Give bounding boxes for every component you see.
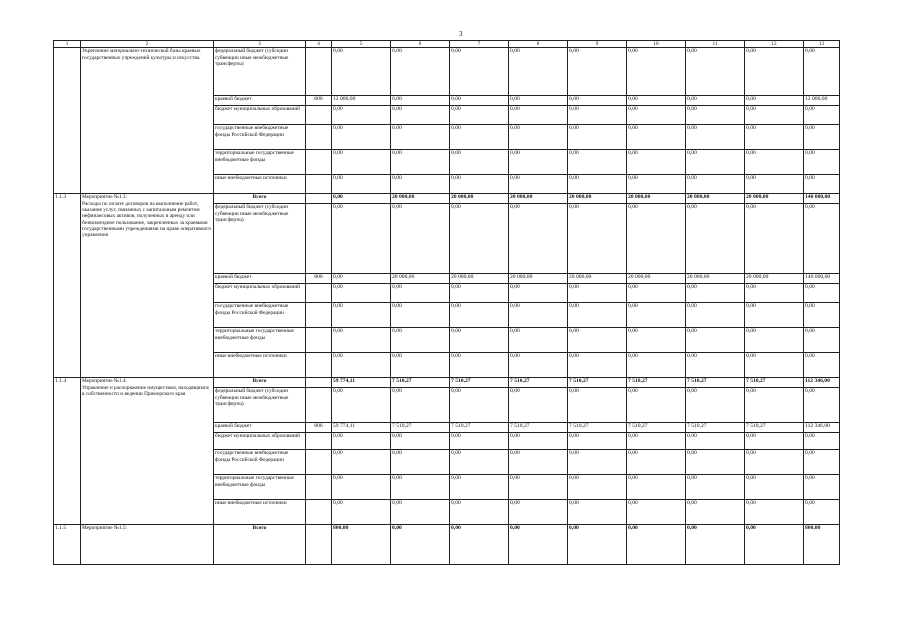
column-header: 2 bbox=[81, 41, 214, 48]
amount-cell: 0,00 bbox=[804, 433, 840, 450]
section-title: Мероприятие №1.4: bbox=[82, 378, 128, 385]
amount-cell: 0,00 bbox=[745, 175, 804, 194]
total-value: 20 000,00 bbox=[450, 194, 509, 204]
amount-cell: 0,00 bbox=[391, 96, 450, 106]
amount-cell: 0,00 bbox=[450, 125, 509, 150]
amount-cell: 0,00 bbox=[627, 48, 686, 96]
amount-cell: 0,00 bbox=[391, 175, 450, 194]
section-detail: Управление и распоряжение имуществом, находящимся в собственности и ведении Приморского края bbox=[82, 384, 209, 397]
total-value: 20 000,00 bbox=[391, 194, 450, 204]
amount-cell: 0,00 bbox=[509, 500, 568, 525]
amount-cell: 0,00 bbox=[568, 303, 627, 328]
budget-table bbox=[53, 40, 840, 565]
amount-cell: 0,00 bbox=[627, 125, 686, 150]
amount-cell: 0,00 bbox=[391, 450, 450, 475]
amount-cell: 0,00 bbox=[509, 388, 568, 423]
amount-cell: 0,00 bbox=[745, 500, 804, 525]
amount-cell: 0,00 bbox=[686, 433, 745, 450]
amount-cell: 0,00 bbox=[332, 175, 391, 194]
amount-cell: 0,00 bbox=[391, 328, 450, 353]
amount-cell: 0,00 bbox=[391, 303, 450, 328]
funding-source: бюджет муниципальных образований bbox=[214, 284, 306, 303]
amount-cell: 0,00 bbox=[391, 475, 450, 500]
column-header: 1 bbox=[54, 41, 81, 48]
total-value: 0,00 bbox=[686, 525, 745, 565]
amount-cell: 0,00 bbox=[745, 125, 804, 150]
column-header: 12 bbox=[745, 41, 804, 48]
amount-cell: 0,00 bbox=[627, 353, 686, 378]
amount-cell: 0,00 bbox=[568, 475, 627, 500]
funding-source: иные внебюджетные источники bbox=[214, 353, 306, 378]
amount-cell: 0,00 bbox=[332, 388, 391, 423]
section-description bbox=[81, 194, 214, 378]
amount-cell: 0,00 bbox=[804, 284, 840, 303]
amount-cell: 0,00 bbox=[804, 175, 840, 194]
budget-code: 806 bbox=[306, 274, 332, 284]
amount-cell: 0,00 bbox=[509, 48, 568, 96]
column-header: 4 bbox=[306, 41, 332, 48]
funding-source: государственные внебюджетные фонды Российской Федерации bbox=[214, 303, 306, 328]
column-header: 10 bbox=[627, 41, 686, 48]
amount-cell: 0,00 bbox=[332, 303, 391, 328]
amount-cell: 0,00 bbox=[627, 388, 686, 423]
amount-cell: 112 346,00 bbox=[804, 423, 840, 433]
amount-cell: 0,00 bbox=[568, 204, 627, 274]
amount-cell: 0,00 bbox=[745, 150, 804, 175]
section-total-row bbox=[54, 194, 840, 204]
amount-cell: 0,00 bbox=[745, 388, 804, 423]
amount-cell: 20 000,00 bbox=[509, 274, 568, 284]
funding-source: иные внебюджетные источники bbox=[214, 175, 306, 194]
budget-code bbox=[306, 125, 332, 150]
budget-code bbox=[306, 388, 332, 423]
total-value: 7 510,27 bbox=[509, 378, 568, 388]
section-detail: Расходы по оплате договоров на выполнение работ, оказание услуг, связанных с капитальным ремонтом нефинансовых активов, полученных в аренду или безвозмездное пользование, закрепленных за краевыми государственными учреждениями на праве оперативного управления bbox=[82, 200, 211, 239]
funding-source: государственные внебюджетные фонды Российской Федерации bbox=[214, 450, 306, 475]
amount-cell: 0,00 bbox=[509, 125, 568, 150]
amount-cell: 0,00 bbox=[568, 328, 627, 353]
amount-cell: 0,00 bbox=[686, 125, 745, 150]
funding-source: федеральный бюджет (субсидии субвенции иные межбюджетные трансферты) bbox=[214, 48, 306, 96]
amount-cell: 0,00 bbox=[568, 125, 627, 150]
total-value: 112 346,00 bbox=[804, 378, 840, 388]
amount-cell: 0,00 bbox=[332, 125, 391, 150]
section-description bbox=[81, 48, 214, 194]
budget-code bbox=[306, 303, 332, 328]
amount-cell: 0,00 bbox=[450, 388, 509, 423]
total-value: 0,00 bbox=[332, 194, 391, 204]
amount-cell: 0,00 bbox=[745, 96, 804, 106]
amount-cell: 0,00 bbox=[450, 475, 509, 500]
amount-cell: 20 000,00 bbox=[745, 274, 804, 284]
amount-cell: 0,00 bbox=[804, 450, 840, 475]
amount-cell: 0,00 bbox=[450, 353, 509, 378]
section-title: Укрепление материально-технической базы краевых государственных учреждений культуры и искусства. bbox=[82, 48, 201, 61]
amount-cell: 59 774,11 bbox=[332, 423, 391, 433]
amount-cell: 0,00 bbox=[332, 433, 391, 450]
amount-cell: 0,00 bbox=[391, 353, 450, 378]
amount-cell: 0,00 bbox=[627, 204, 686, 274]
amount-cell: 0,00 bbox=[391, 48, 450, 96]
total-value: 7 510,27 bbox=[627, 378, 686, 388]
amount-cell: 0,00 bbox=[745, 204, 804, 274]
total-value: 20 000,00 bbox=[627, 194, 686, 204]
amount-cell: 0,00 bbox=[804, 328, 840, 353]
column-header: 13 bbox=[804, 41, 840, 48]
amount-cell: 0,00 bbox=[568, 106, 627, 125]
total-value: 800,00 bbox=[804, 525, 840, 565]
column-header-row bbox=[54, 41, 840, 48]
amount-cell: 0,00 bbox=[745, 303, 804, 328]
amount-cell: 0,00 bbox=[450, 284, 509, 303]
amount-cell: 0,00 bbox=[568, 433, 627, 450]
column-header: 9 bbox=[568, 41, 627, 48]
amount-cell: 0,00 bbox=[686, 175, 745, 194]
amount-cell: 7 510,27 bbox=[450, 423, 509, 433]
budget-code bbox=[306, 284, 332, 303]
total-value: 20 000,00 bbox=[686, 194, 745, 204]
amount-cell: 0,00 bbox=[332, 204, 391, 274]
amount-cell: 0,00 bbox=[568, 48, 627, 96]
total-value: 0,00 bbox=[450, 525, 509, 565]
total-value: 7 510,27 bbox=[450, 378, 509, 388]
budget-code bbox=[306, 106, 332, 125]
amount-cell: 0,00 bbox=[745, 475, 804, 500]
amount-cell: 0,00 bbox=[450, 303, 509, 328]
amount-cell: 0,00 bbox=[450, 96, 509, 106]
amount-cell: 0,00 bbox=[509, 284, 568, 303]
amount-cell: 0,00 bbox=[391, 204, 450, 274]
amount-cell: 7 510,27 bbox=[509, 423, 568, 433]
amount-cell: 0,00 bbox=[627, 303, 686, 328]
amount-cell: 0,00 bbox=[509, 303, 568, 328]
section-total-row bbox=[54, 525, 840, 565]
total-label: Всего bbox=[214, 194, 306, 204]
amount-cell: 0,00 bbox=[509, 353, 568, 378]
amount-cell: 0,00 bbox=[627, 500, 686, 525]
amount-cell: 0,00 bbox=[391, 433, 450, 450]
amount-cell: 0,00 bbox=[627, 150, 686, 175]
amount-cell: 0,00 bbox=[450, 48, 509, 96]
total-value: 20 000,00 bbox=[509, 194, 568, 204]
amount-cell: 7 510,27 bbox=[627, 423, 686, 433]
amount-cell: 7 510,27 bbox=[686, 423, 745, 433]
amount-cell: 0,00 bbox=[332, 274, 391, 284]
amount-cell: 0,00 bbox=[804, 500, 840, 525]
section-total-row bbox=[54, 378, 840, 388]
total-value: 0,00 bbox=[509, 525, 568, 565]
amount-cell: 0,00 bbox=[450, 150, 509, 175]
amount-cell: 0,00 bbox=[332, 328, 391, 353]
amount-cell: 0,00 bbox=[450, 500, 509, 525]
amount-cell: 0,00 bbox=[686, 150, 745, 175]
total-value: 20 000,00 bbox=[568, 194, 627, 204]
amount-cell: 0,00 bbox=[450, 175, 509, 194]
column-header: 6 bbox=[391, 41, 450, 48]
section-number: 1.1.5 bbox=[54, 525, 81, 565]
budget-code bbox=[306, 450, 332, 475]
amount-cell: 0,00 bbox=[391, 125, 450, 150]
amount-cell: 0,00 bbox=[568, 175, 627, 194]
amount-cell: 0,00 bbox=[568, 388, 627, 423]
amount-cell: 0,00 bbox=[332, 150, 391, 175]
amount-cell: 7 510,27 bbox=[568, 423, 627, 433]
amount-cell: 0,00 bbox=[509, 433, 568, 450]
funding-source: краевой бюджет bbox=[214, 274, 306, 284]
budget-code bbox=[306, 475, 332, 500]
amount-cell: 20 000,00 bbox=[627, 274, 686, 284]
section-description bbox=[81, 525, 214, 565]
budget-code bbox=[306, 48, 332, 96]
amount-cell: 0,00 bbox=[568, 353, 627, 378]
section-number: 1.1.3 bbox=[54, 194, 81, 378]
amount-cell: 0,00 bbox=[745, 433, 804, 450]
amount-cell: 0,00 bbox=[568, 450, 627, 475]
amount-cell: 0,00 bbox=[627, 106, 686, 125]
amount-cell: 0,00 bbox=[332, 106, 391, 125]
amount-cell: 0,00 bbox=[627, 475, 686, 500]
amount-cell: 0,00 bbox=[686, 48, 745, 96]
funding-source: бюджет муниципальных образований bbox=[214, 106, 306, 125]
total-value: 7 510,27 bbox=[568, 378, 627, 388]
amount-cell: 0,00 bbox=[686, 204, 745, 274]
amount-cell: 0,00 bbox=[509, 328, 568, 353]
amount-cell: 140 000,00 bbox=[804, 274, 840, 284]
total-value: 0,00 bbox=[568, 525, 627, 565]
amount-cell: 0,00 bbox=[568, 96, 627, 106]
amount-cell: 0,00 bbox=[509, 150, 568, 175]
budget-code bbox=[306, 433, 332, 450]
budget-code: 806 bbox=[306, 96, 332, 106]
budget-code bbox=[306, 328, 332, 353]
amount-cell: 12 000,00 bbox=[332, 96, 391, 106]
column-header: 11 bbox=[686, 41, 745, 48]
amount-cell: 0,00 bbox=[686, 303, 745, 328]
amount-cell: 0,00 bbox=[568, 500, 627, 525]
funding-source: территориальные государственные внебюджетные фонды bbox=[214, 328, 306, 353]
column-header: 3 bbox=[214, 41, 306, 48]
amount-cell: 0,00 bbox=[332, 353, 391, 378]
amount-cell: 0,00 bbox=[627, 450, 686, 475]
total-label: Всего bbox=[214, 525, 306, 565]
amount-cell: 20 000,00 bbox=[686, 274, 745, 284]
budget-code bbox=[306, 353, 332, 378]
column-header: 5 bbox=[332, 41, 391, 48]
total-value: 0,00 bbox=[745, 525, 804, 565]
amount-cell: 0,00 bbox=[686, 96, 745, 106]
amount-cell: 20 000,00 bbox=[450, 274, 509, 284]
funding-source: краевой бюджет bbox=[214, 423, 306, 433]
section-title: Мероприятие №1.3: bbox=[82, 194, 128, 201]
amount-cell: 0,00 bbox=[627, 433, 686, 450]
amount-cell: 0,00 bbox=[450, 328, 509, 353]
funding-source: иные внебюджетные источники bbox=[214, 500, 306, 525]
budget-code: 806 bbox=[306, 423, 332, 433]
budget-code bbox=[306, 525, 332, 565]
budget-code bbox=[306, 175, 332, 194]
amount-cell: 0,00 bbox=[568, 284, 627, 303]
total-value: 0,00 bbox=[391, 525, 450, 565]
budget-code bbox=[306, 204, 332, 274]
amount-cell: 0,00 bbox=[804, 353, 840, 378]
section-number bbox=[54, 48, 81, 194]
amount-cell: 0,00 bbox=[509, 96, 568, 106]
total-label: Всего bbox=[214, 378, 306, 388]
page-number: 3 bbox=[459, 30, 463, 38]
amount-cell: 0,00 bbox=[332, 500, 391, 525]
total-value: 7 510,27 bbox=[391, 378, 450, 388]
amount-cell: 0,00 bbox=[686, 353, 745, 378]
budget-code bbox=[306, 500, 332, 525]
amount-cell: 0,00 bbox=[450, 450, 509, 475]
total-value: 0,00 bbox=[627, 525, 686, 565]
amount-cell: 0,00 bbox=[332, 450, 391, 475]
amount-cell: 0,00 bbox=[391, 150, 450, 175]
amount-cell: 7 510,27 bbox=[391, 423, 450, 433]
amount-cell: 20 000,00 bbox=[391, 274, 450, 284]
amount-cell: 0,00 bbox=[509, 175, 568, 194]
amount-cell: 0,00 bbox=[686, 106, 745, 125]
funding-source: государственные внебюджетные фонды Российской Федерации bbox=[214, 125, 306, 150]
amount-cell: 0,00 bbox=[332, 284, 391, 303]
funding-source: территориальные государственные внебюджетные фонды bbox=[214, 475, 306, 500]
amount-cell: 0,00 bbox=[745, 48, 804, 96]
amount-cell: 0,00 bbox=[745, 450, 804, 475]
amount-cell: 0,00 bbox=[686, 475, 745, 500]
amount-cell: 0,00 bbox=[332, 475, 391, 500]
section-number: 1.1.4 bbox=[54, 378, 81, 525]
amount-cell: 0,00 bbox=[450, 204, 509, 274]
amount-cell: 0,00 bbox=[627, 284, 686, 303]
amount-cell: 0,00 bbox=[804, 204, 840, 274]
budget-code bbox=[306, 378, 332, 388]
amount-cell: 0,00 bbox=[391, 388, 450, 423]
amount-cell: 0,00 bbox=[450, 433, 509, 450]
amount-cell: 0,00 bbox=[686, 450, 745, 475]
amount-cell: 12 000,00 bbox=[804, 96, 840, 106]
amount-cell: 0,00 bbox=[509, 450, 568, 475]
amount-cell: 0,00 bbox=[627, 96, 686, 106]
amount-cell: 0,00 bbox=[804, 150, 840, 175]
amount-cell: 0,00 bbox=[627, 328, 686, 353]
amount-cell: 0,00 bbox=[745, 353, 804, 378]
amount-cell: 0,00 bbox=[332, 48, 391, 96]
amount-cell: 0,00 bbox=[568, 150, 627, 175]
amount-cell: 0,00 bbox=[627, 175, 686, 194]
amount-cell: 0,00 bbox=[686, 328, 745, 353]
funding-source: бюджет муниципальных образований bbox=[214, 433, 306, 450]
funding-source: федеральный бюджет (субсидии субвенции иные межбюджетные трансферты) bbox=[214, 204, 306, 274]
amount-cell: 0,00 bbox=[804, 106, 840, 125]
amount-cell: 0,00 bbox=[686, 388, 745, 423]
total-value: 20 000,00 bbox=[745, 194, 804, 204]
amount-cell: 0,00 bbox=[450, 106, 509, 125]
amount-cell: 0,00 bbox=[391, 500, 450, 525]
section-title: Мероприятие №1.5: bbox=[82, 525, 128, 532]
amount-cell: 0,00 bbox=[686, 500, 745, 525]
amount-cell: 0,00 bbox=[509, 106, 568, 125]
column-header: 8 bbox=[509, 41, 568, 48]
section-description bbox=[81, 378, 214, 525]
funding-source: краевой бюджет bbox=[214, 96, 306, 106]
total-value: 800,00 bbox=[332, 525, 391, 565]
amount-cell: 0,00 bbox=[745, 328, 804, 353]
budget-code bbox=[306, 150, 332, 175]
amount-cell: 0,00 bbox=[804, 48, 840, 96]
amount-cell: 0,00 bbox=[686, 284, 745, 303]
total-value: 7 510,27 bbox=[686, 378, 745, 388]
total-value: 140 000,00 bbox=[804, 194, 840, 204]
amount-cell: 0,00 bbox=[391, 106, 450, 125]
total-value: 7 510,27 bbox=[745, 378, 804, 388]
total-value: 59 774,11 bbox=[332, 378, 391, 388]
amount-cell: 0,00 bbox=[804, 475, 840, 500]
amount-cell: 7 510,27 bbox=[745, 423, 804, 433]
column-header: 7 bbox=[450, 41, 509, 48]
amount-cell: 20 000,00 bbox=[568, 274, 627, 284]
amount-cell: 0,00 bbox=[745, 106, 804, 125]
amount-cell: 0,00 bbox=[804, 303, 840, 328]
amount-cell: 0,00 bbox=[804, 388, 840, 423]
source-row bbox=[54, 48, 840, 96]
amount-cell: 0,00 bbox=[509, 475, 568, 500]
amount-cell: 0,00 bbox=[745, 284, 804, 303]
amount-cell: 0,00 bbox=[391, 284, 450, 303]
funding-source: территориальные государственные внебюджетные фонды bbox=[214, 150, 306, 175]
amount-cell: 0,00 bbox=[804, 125, 840, 150]
amount-cell: 0,00 bbox=[509, 204, 568, 274]
funding-source: федеральный бюджет (субсидии субвенции иные межбюджетные трансферты) bbox=[214, 388, 306, 423]
budget-code bbox=[306, 194, 332, 204]
